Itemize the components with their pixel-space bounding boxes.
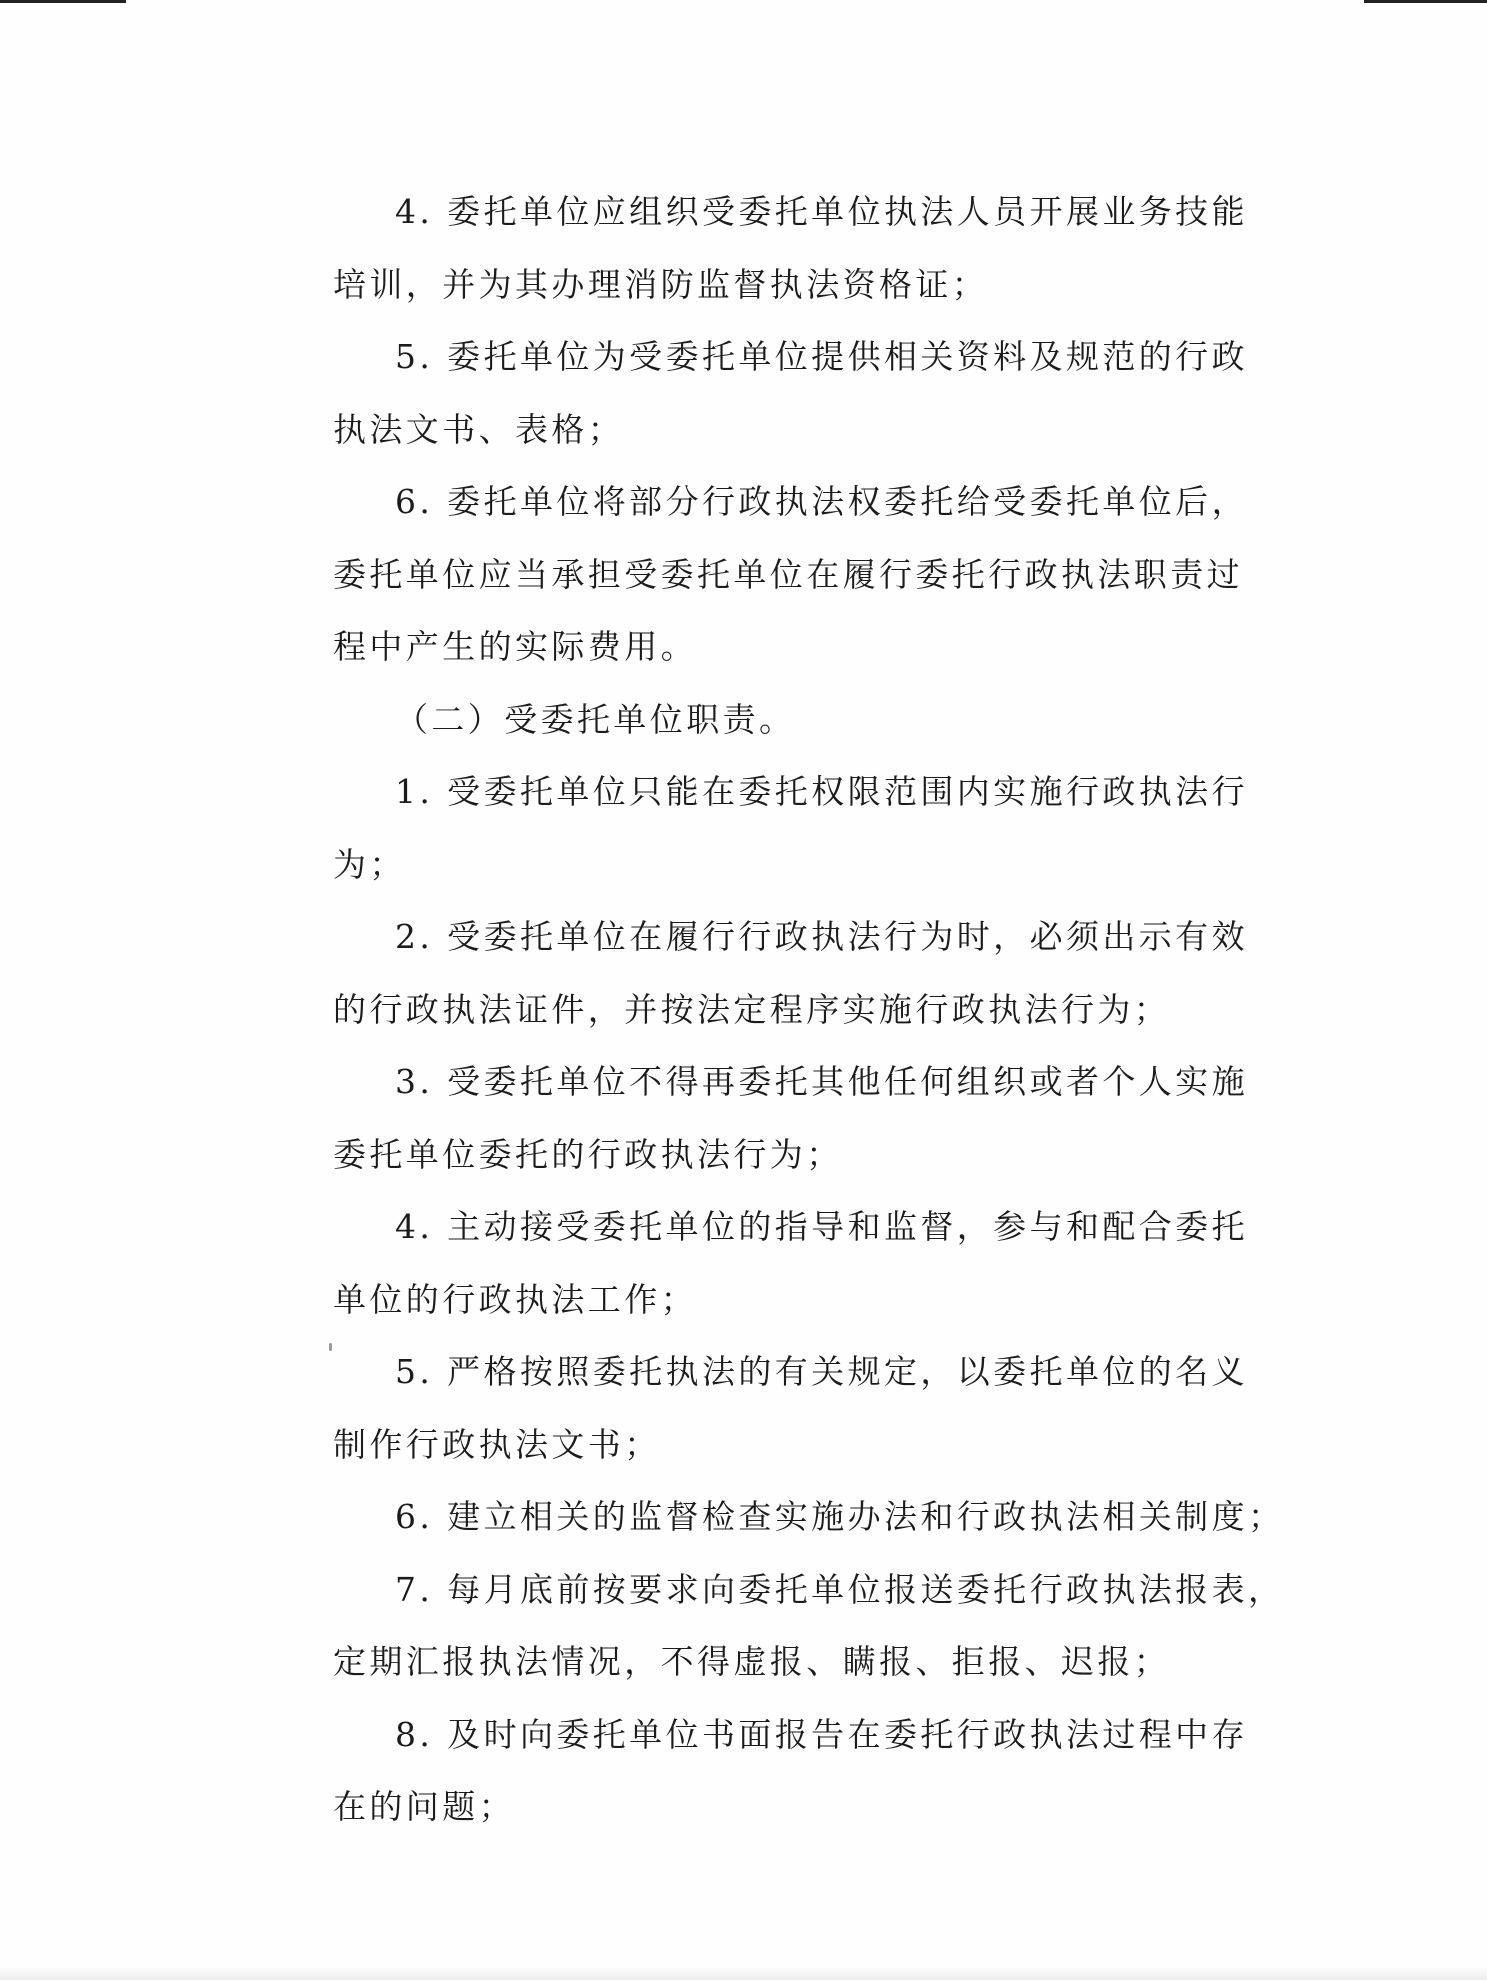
document-line: 委托单位委托的行政执法行为； [333,1134,843,1174]
scan-speck [329,1343,332,1351]
document-line: 程中产生的实际费用。 [333,627,697,666]
scan-edge-mark-left [0,0,126,3]
document-line: 制作行政执法文书； [333,1424,661,1464]
document-line: 5. 委托单位为受委托单位提供相关资料及规范的行政 [395,337,1248,376]
document-line: 为； [333,844,406,884]
document-line: 6. 建立相关的监督检查实施办法和行政执法相关制度； [395,1497,1285,1536]
page-bottom-edge [0,1968,1487,1980]
document-line: 4. 主动接受委托单位的指导和监督，参与和配合委托 [395,1207,1248,1246]
document-line: 1. 受委托单位只能在委托权限范围内实施行政执法行 [395,772,1248,811]
document-line: 4. 委托单位应组织受委托单位执法人员开展业务技能 [395,192,1248,231]
document-line: 在的问题； [333,1787,515,1826]
document-line: 的行政执法证件，并按法定程序实施行政执法行为； [333,989,1171,1029]
document-body [333,176,1285,1844]
document-line: 3. 受委托单位不得再委托其他任何组织或者个人实施 [395,1062,1248,1101]
document-line: 2. 受委托单位在履行行政执法行为时，必须出示有效 [395,917,1248,956]
document-line: 7. 每月底前按要求向委托单位报送委托行政执法报表， [395,1569,1285,1609]
document-line: 5. 严格按照委托执法的有关规定，以委托单位的名义 [395,1352,1248,1391]
document-line: 委托单位应当承担受委托单位在履行委托行政执法职责过 [333,554,1243,594]
document-line: 培训，并为其办理消防监督执法资格证； [333,264,989,304]
document-line: 8. 及时向委托单位书面报告在委托行政执法过程中存 [395,1714,1248,1754]
document-line: （二）受委托单位职责。 [395,699,796,739]
document-line: 定期汇报执法情况，不得虚报、瞒报、拒报、迟报； [333,1642,1171,1681]
scan-edge-mark-right [1364,0,1487,3]
document-line: 6. 委托单位将部分行政执法权委托给受委托单位后， [395,482,1248,521]
document-line: 执法文书、表格； [333,409,625,449]
document-line: 单位的行政执法工作； [333,1279,697,1319]
